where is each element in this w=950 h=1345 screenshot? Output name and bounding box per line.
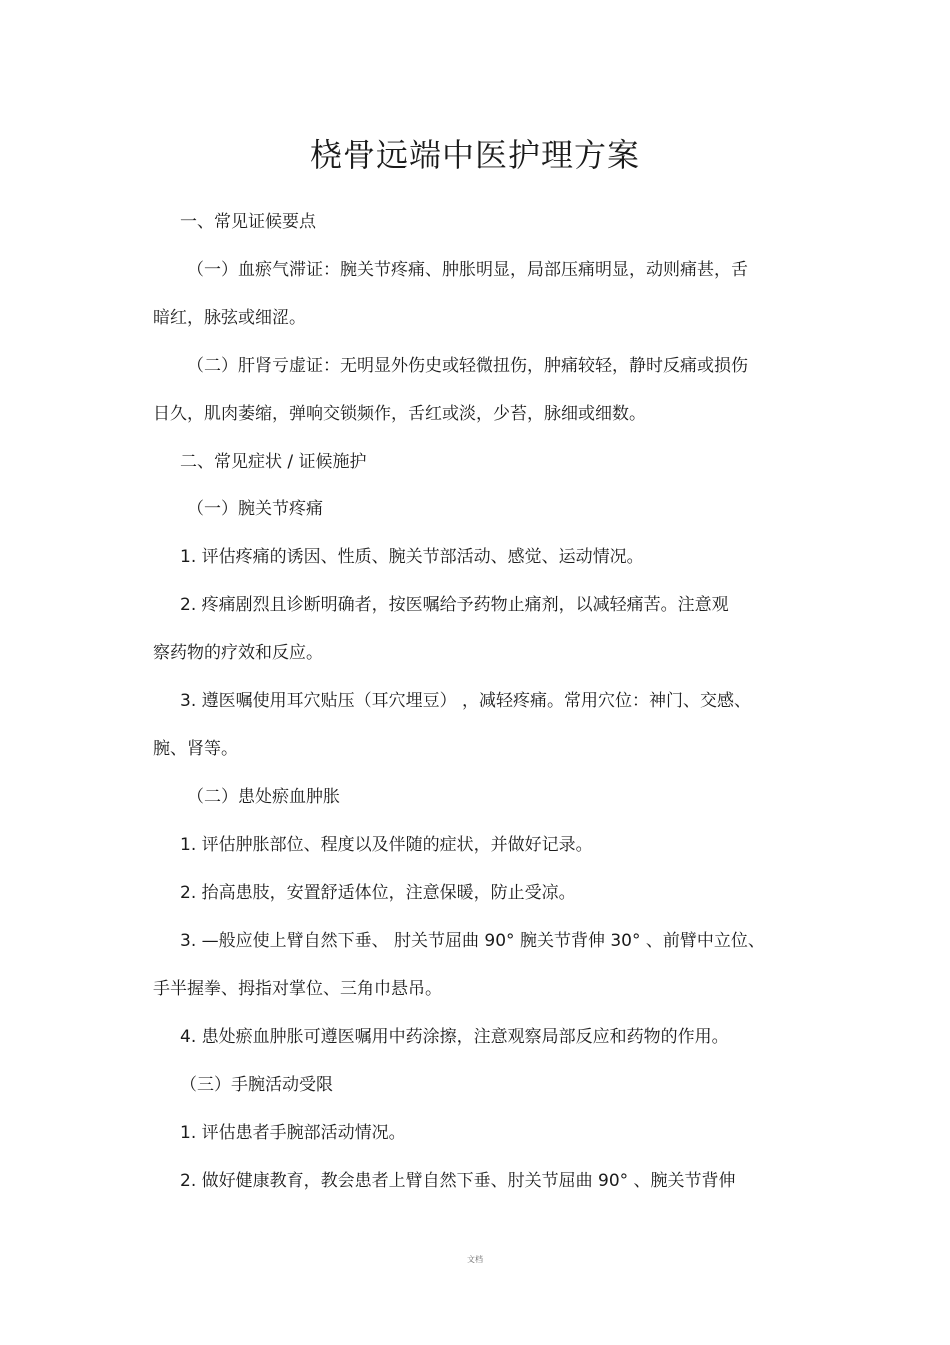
paragraph-line: 2. 做好健康教育，教会患者上臂自然下垂、肘关节屈曲 90° 、腕关节背伸 <box>180 1171 736 1191</box>
paragraph-line: 2. 抬高患肢，安置舒适体位，注意保暖，防止受凉。 <box>180 883 576 903</box>
paragraph-line: 1. 评估肿胀部位、程度以及伴随的症状，并做好记录。 <box>180 835 593 855</box>
paragraph-line: 2. 疼痛剧烈且诊断明确者，按医嘱给予药物止痛剂，以减轻痛苦。注意观 <box>180 595 729 615</box>
subsection-heading: （三）手腕活动受限 <box>180 1075 333 1095</box>
subsection-heading: （二）患处瘀血肿胀 <box>187 787 340 807</box>
paragraph-line: （二）肝肾亏虚证：无明显外伤史或轻微扭伤，肿痛较轻，静时反痛或损伤 <box>187 356 748 376</box>
paragraph-line: （一）血瘀气滞证：腕关节疼痛、肿胀明显，局部压痛明显，动则痛甚，舌 <box>187 260 748 280</box>
paragraph-line: 日久，肌肉萎缩，弹响交锁频作，舌红或淡，少苔，脉细或细数。 <box>153 404 646 424</box>
page-footer: 文档 <box>467 1255 483 1264</box>
paragraph-line: 1. 评估疼痛的诱因、性质、腕关节部活动、感觉、运动情况。 <box>180 547 644 567</box>
paragraph-line: 暗红，脉弦或细涩。 <box>153 308 306 328</box>
paragraph-line: 察药物的疗效和反应。 <box>153 643 323 663</box>
paragraph-line: 3. —般应使上臂自然下垂、 肘关节屈曲 90° 腕关节背伸 30° 、前臂中立位、 <box>180 931 765 951</box>
paragraph-line: 3. 遵医嘱使用耳穴贴压（耳穴埋豆） ，减轻疼痛。常用穴位：神门、交感、 <box>180 691 752 711</box>
subsection-heading: （一）腕关节疼痛 <box>187 499 323 519</box>
section-heading-1: 一、常见证候要点 <box>180 212 316 232</box>
document-title: 桡骨远端中医护理方案 <box>309 136 640 174</box>
paragraph-line: 4. 患处瘀血肿胀可遵医嘱用中药涂擦，注意观察局部反应和药物的作用。 <box>180 1027 729 1047</box>
paragraph-line: 手半握拳、拇指对掌位、三角巾悬吊。 <box>153 979 442 999</box>
paragraph-line: 腕、肾等。 <box>153 739 238 759</box>
paragraph-line: 1. 评估患者手腕部活动情况。 <box>180 1123 406 1143</box>
section-heading-2: 二、常见症状 / 证候施护 <box>180 452 367 472</box>
